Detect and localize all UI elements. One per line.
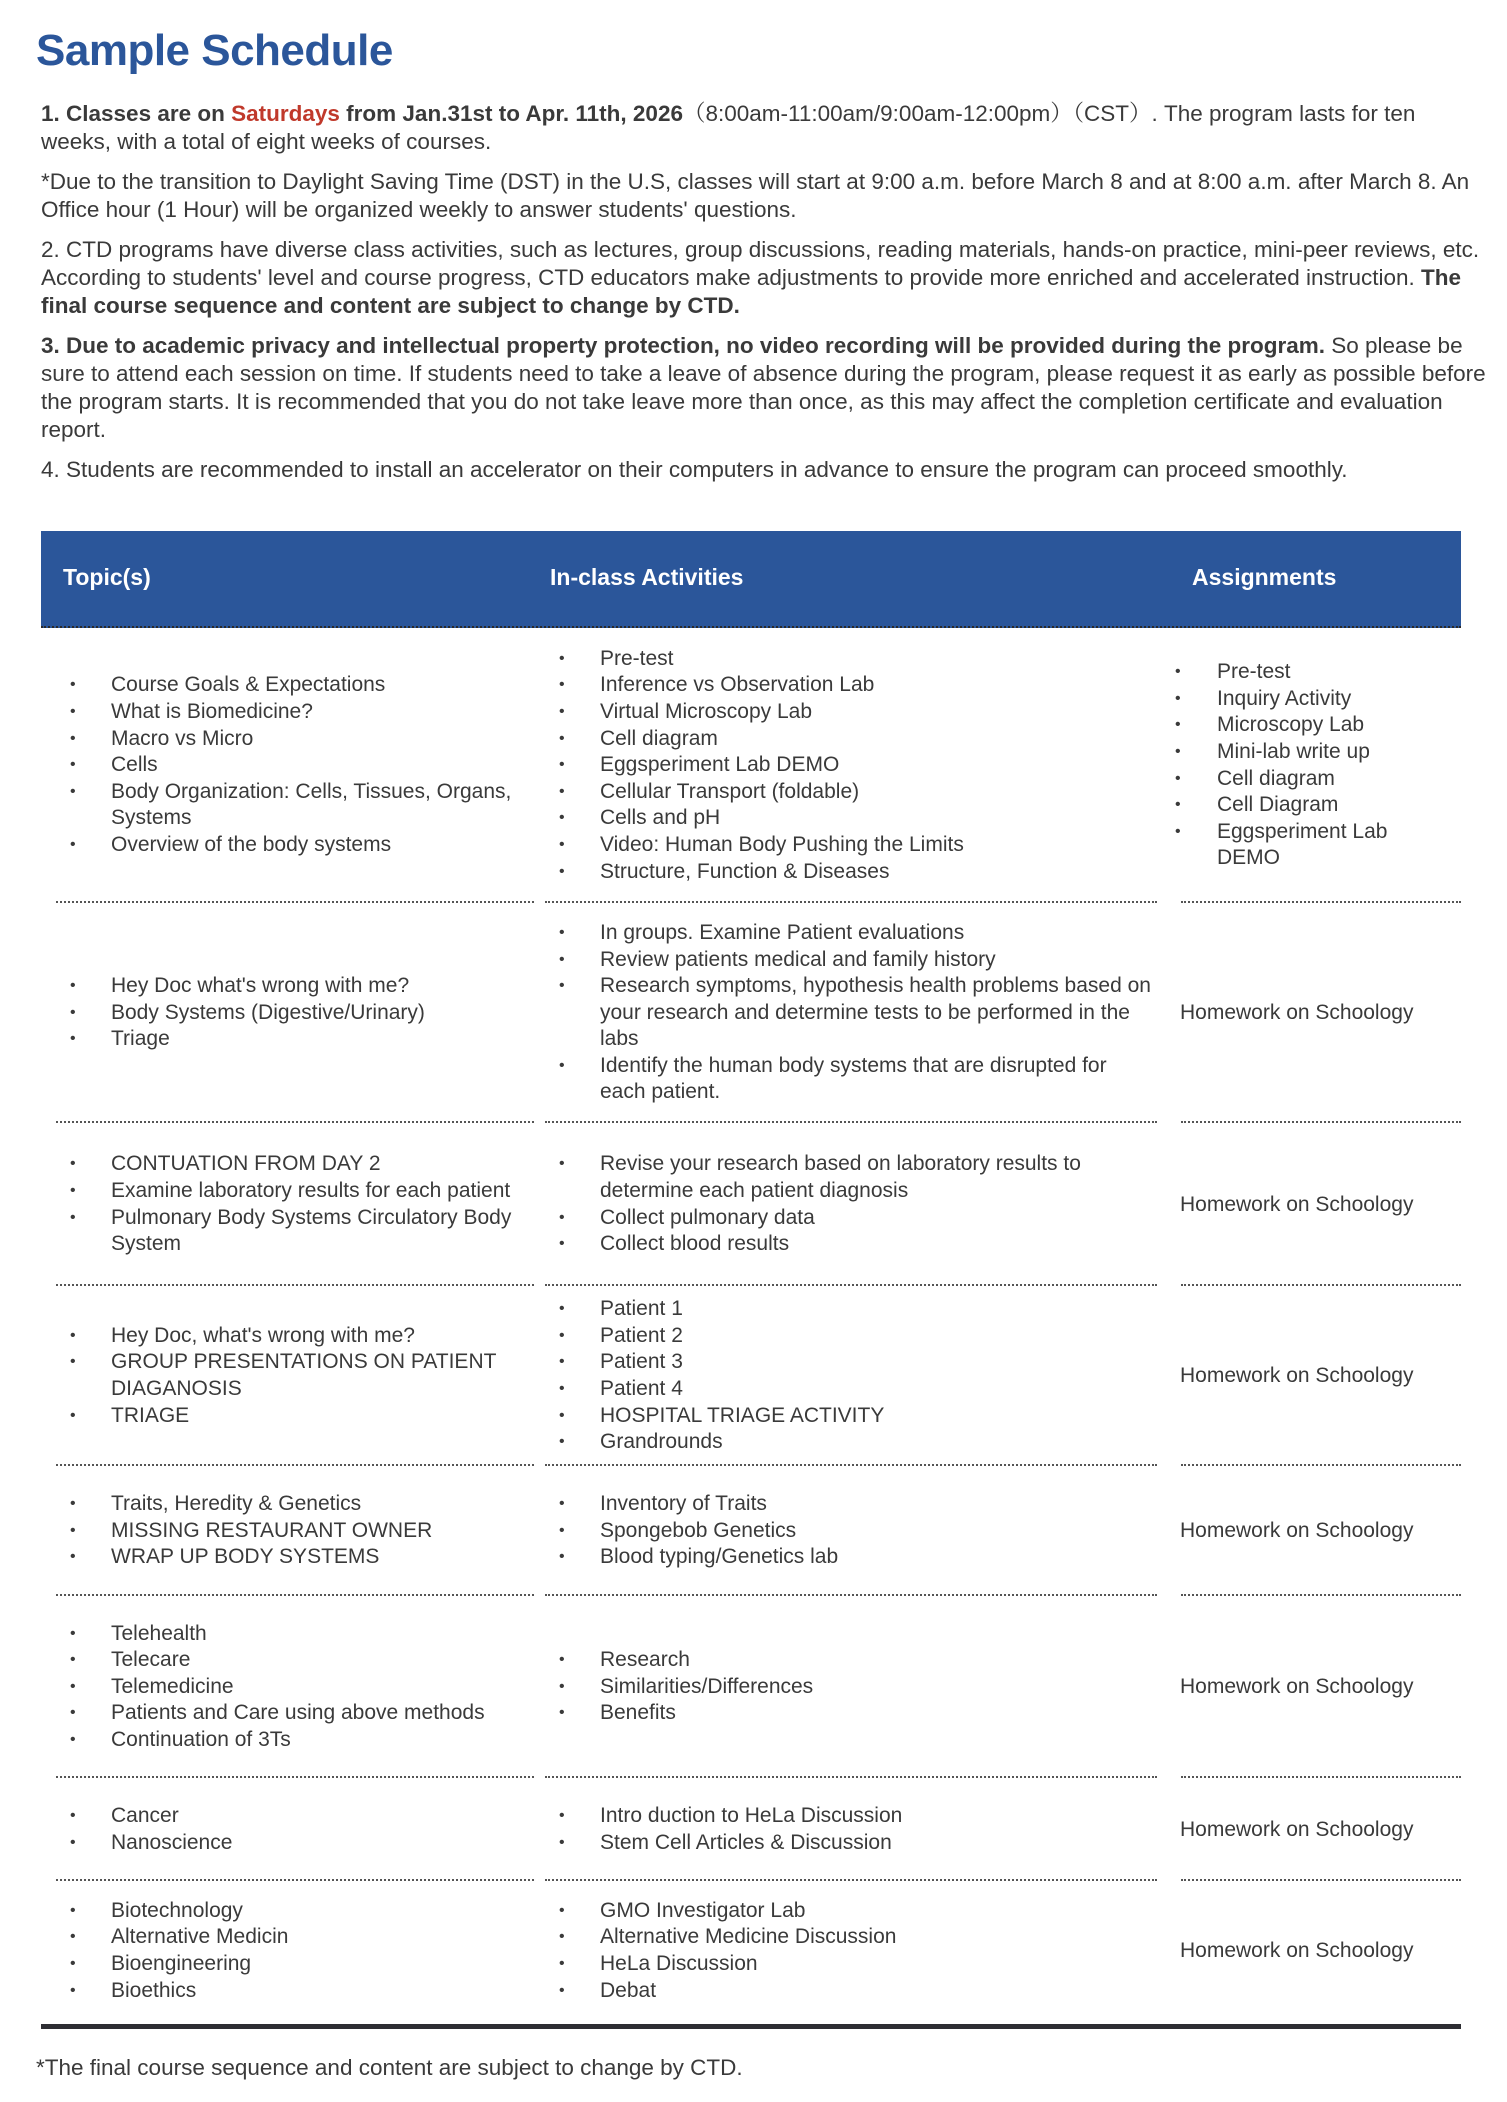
list-item: • Virtual Microscopy Lab — [545, 699, 1157, 726]
list-item: • Cells and pH — [545, 805, 1157, 832]
list-item: • HOSPITAL TRIAGE ACTIVITY — [545, 1403, 1157, 1430]
list-item: • Inquiry Activity — [1170, 686, 1450, 713]
table-header — [41, 531, 1461, 628]
note-3-bold: 3. Due to academic privacy and intellectual property protection, no video recording will be provided during the program. — [41, 333, 1325, 358]
list-item: • GROUP PRESENTATIONS ON PATIENT DIAGANOSIS — [56, 1349, 536, 1402]
assignment-text: Homework on Schoology — [1180, 1001, 1414, 1024]
list-item: • Eggsperiment Lab DEMO — [545, 752, 1157, 779]
page-title: Sample Schedule — [36, 26, 393, 75]
list-item: • Collect blood results — [545, 1231, 1157, 1258]
list-item: • Structure, Function & Diseases — [545, 859, 1157, 886]
list-item: • Patients and Care using above methods — [56, 1700, 536, 1727]
list-item: • TRIAGE — [56, 1403, 536, 1430]
activities-cell-list — [545, 1803, 1157, 1856]
topics-cell-list — [56, 1803, 536, 1856]
table-body — [41, 628, 1461, 2021]
list-item: • CONTUATION FROM DAY 2 — [56, 1151, 536, 1178]
list-item: • Review patients medical and family history — [545, 947, 1157, 974]
table-row — [41, 628, 1461, 903]
activities-cell — [545, 1296, 1157, 1456]
topics-cell — [56, 1323, 536, 1429]
topics-cell-list — [56, 1491, 536, 1571]
list-item: • Examine laboratory results for each patient — [56, 1178, 536, 1205]
activities-cell-list — [545, 1296, 1157, 1456]
topics-cell — [56, 1491, 536, 1571]
activities-cell-list — [545, 1647, 1157, 1727]
activities-cell — [545, 1803, 1157, 1856]
list-item: • MISSING RESTAURANT OWNER — [56, 1518, 536, 1545]
intro-notes — [41, 100, 1486, 496]
list-item: • Triage — [56, 1026, 536, 1053]
header-topics: Topic(s) — [63, 564, 151, 590]
activities-cell — [545, 920, 1157, 1106]
list-item: • Stem Cell Articles & Discussion — [545, 1830, 1157, 1857]
list-item: • Hey Doc, what's wrong with me? — [56, 1323, 536, 1350]
activities-cell — [545, 1647, 1157, 1727]
list-item: • Overview of the body systems — [56, 832, 536, 859]
assignment-text: Homework on Schoology — [1180, 1519, 1414, 1542]
list-item: • Cell Diagram — [1170, 792, 1450, 819]
table-row — [41, 1881, 1461, 2021]
list-item: • Continuation of 3Ts — [56, 1727, 536, 1754]
header-activities: In-class Activities — [550, 564, 744, 590]
list-item: • Debat — [545, 1978, 1157, 2005]
activities-cell — [545, 1151, 1157, 1257]
note-dst: *Due to the transition to Daylight Saving Time (DST) in the U.S, classes will start at 9:00 a.m. before March 8 and at 8:00 a.m. after March 8. An Office hour (1 Hour) will be organized weekly to answer students' questions. — [41, 169, 1470, 222]
list-item: • Nanoscience — [56, 1830, 536, 1857]
list-item: • Inventory of Traits — [545, 1491, 1157, 1518]
list-item: • Cells — [56, 752, 536, 779]
list-item: • Alternative Medicin — [56, 1924, 536, 1951]
list-item: • Mini-lab write up — [1170, 739, 1450, 766]
topics-cell-list — [56, 672, 536, 858]
assignment-text: Homework on Schoology — [1180, 1192, 1414, 1216]
note-1-bold: 1. Classes are on — [41, 101, 232, 126]
table-row — [41, 1778, 1461, 1881]
list-item: • Microscopy Lab — [1170, 712, 1450, 739]
assignments-cell-list — [1170, 659, 1450, 872]
list-item: • Cancer — [56, 1803, 536, 1830]
topics-cell — [56, 672, 536, 858]
list-item: • Telehealth — [56, 1621, 536, 1648]
topics-cell — [56, 1898, 536, 2004]
note-1-dates: from Jan.31st to Apr. 11th, 2026 — [339, 101, 683, 126]
list-item: • Eggsperiment Lab DEMO — [1170, 819, 1450, 872]
list-item: • Research symptoms, hypothesis health problems based on your research and determine tests to be performed in the labs — [545, 973, 1157, 1053]
note-1-text: （8:00am-11:00am/9:00am-12:00pm）（CST）. The program lasts for ten weeks, with a total of eight weeks of courses. — [41, 101, 1416, 154]
topics-cell — [56, 973, 536, 1053]
list-item: • Cell diagram — [545, 726, 1157, 753]
list-item: • Macro vs Micro — [56, 726, 536, 753]
note-2-text: 2. CTD programs have diverse class activities, such as lectures, group discussions, reading materials, hands-on practice, mini-peer reviews, etc. According to students' level and course progress, CTD educators make adjustments to provide more enriched and accelerated instruction. — [41, 237, 1480, 290]
topics-cell-list — [56, 1323, 536, 1429]
list-item: • Research — [545, 1647, 1157, 1674]
assignment-text: Homework on Schoology — [1180, 1939, 1414, 1962]
list-item: • Revise your research based on laboratory results to determine each patient diagnosis — [545, 1151, 1157, 1204]
activities-cell-list — [545, 646, 1157, 885]
list-item: • Alternative Medicine Discussion — [545, 1924, 1157, 1951]
list-item: • Course Goals & Expectations — [56, 672, 536, 699]
saturdays-highlight: Saturdays — [231, 101, 340, 126]
topics-cell — [56, 1803, 536, 1856]
list-item: • Intro duction to HeLa Discussion — [545, 1803, 1157, 1830]
note-3-text: So please be sure to attend each session on time. If students need to take a leave of absence during the program, please request it as early as possible before the program starts. It is recommended that you do not take leave more than once, as this may affect the completion certificate and evaluation report. — [41, 333, 1486, 442]
note-2-bold: The final course sequence and content are subject to change by CTD. — [41, 265, 1462, 318]
table-row — [41, 903, 1461, 1123]
table-bottom-rule — [41, 2024, 1461, 2029]
list-item: • In groups. Examine Patient evaluations — [545, 920, 1157, 947]
list-item: • Cell diagram — [1170, 766, 1450, 793]
list-item: • Telemedicine — [56, 1674, 536, 1701]
list-item: • Biotechnology — [56, 1898, 536, 1925]
assignments-cell — [1170, 659, 1450, 872]
table-row — [41, 1286, 1461, 1466]
activities-cell-list — [545, 1898, 1157, 2004]
table-row — [41, 1596, 1461, 1778]
list-item: • Bioengineering — [56, 1951, 536, 1978]
list-item: • Grandrounds — [545, 1429, 1157, 1456]
list-item: • HeLa Discussion — [545, 1951, 1157, 1978]
list-item: • GMO Investigator Lab — [545, 1898, 1157, 1925]
schedule-table — [41, 531, 1461, 2021]
list-item: • Video: Human Body Pushing the Limits — [545, 832, 1157, 859]
list-item: • What is Biomedicine? — [56, 699, 536, 726]
list-item: • Inference vs Observation Lab — [545, 672, 1157, 699]
list-item: • Patient 2 — [545, 1323, 1157, 1350]
list-item: • Hey Doc what's wrong with me? — [56, 973, 536, 1000]
activities-cell-list — [545, 1151, 1157, 1257]
activities-cell — [545, 646, 1157, 885]
activities-cell-list — [545, 1491, 1157, 1571]
topics-cell-list — [56, 1621, 536, 1754]
list-item: • WRAP UP BODY SYSTEMS — [56, 1544, 536, 1571]
list-item: • Cellular Transport (foldable) — [545, 779, 1157, 806]
list-item: • Patient 4 — [545, 1376, 1157, 1403]
list-item: • Collect pulmonary data — [545, 1205, 1157, 1232]
activities-cell — [545, 1491, 1157, 1571]
note-2 — [41, 236, 1486, 320]
footnote: *The final course sequence and content are subject to change by CTD. — [36, 2055, 743, 2080]
activities-cell — [545, 1898, 1157, 2004]
note-4: 4. Students are recommended to install an accelerator on their computers in advance to ensure the program can proceed smoothly. — [41, 457, 1348, 482]
list-item: • Pre-test — [545, 646, 1157, 673]
header-assignments: Assignments — [1192, 564, 1337, 590]
list-item: • Pulmonary Body Systems Circulatory Body System — [56, 1205, 536, 1258]
list-item: • Identify the human body systems that are disrupted for each patient. — [545, 1053, 1157, 1106]
assignment-text: Homework on Schoology — [1180, 1675, 1414, 1698]
table-row — [41, 1123, 1461, 1286]
list-item: • Bioethics — [56, 1978, 536, 2005]
list-item: • Body Organization: Cells, Tissues, Organs, Systems — [56, 779, 536, 832]
topics-cell — [56, 1621, 536, 1754]
note-3 — [41, 332, 1486, 444]
assignment-text: Homework on Schoology — [1180, 1364, 1414, 1387]
list-item: • Blood typing/Genetics lab — [545, 1544, 1157, 1571]
table-row — [41, 1466, 1461, 1596]
list-item: • Body Systems (Digestive/Urinary) — [56, 1000, 536, 1027]
list-item: • Pre-test — [1170, 659, 1450, 686]
topics-cell-list — [56, 1151, 536, 1257]
list-item: • Traits, Heredity & Genetics — [56, 1491, 536, 1518]
list-item: • Benefits — [545, 1700, 1157, 1727]
list-item: • Patient 3 — [545, 1349, 1157, 1376]
list-item: • Similarities/Differences — [545, 1674, 1157, 1701]
topics-cell-list — [56, 1898, 536, 2004]
list-item: • Patient 1 — [545, 1296, 1157, 1323]
topics-cell-list — [56, 973, 536, 1053]
assignment-text: Homework on Schoology — [1180, 1817, 1414, 1841]
note-1 — [41, 100, 1486, 156]
list-item: • Telecare — [56, 1647, 536, 1674]
topics-cell — [56, 1151, 536, 1257]
activities-cell-list — [545, 920, 1157, 1106]
list-item: • Spongebob Genetics — [545, 1518, 1157, 1545]
